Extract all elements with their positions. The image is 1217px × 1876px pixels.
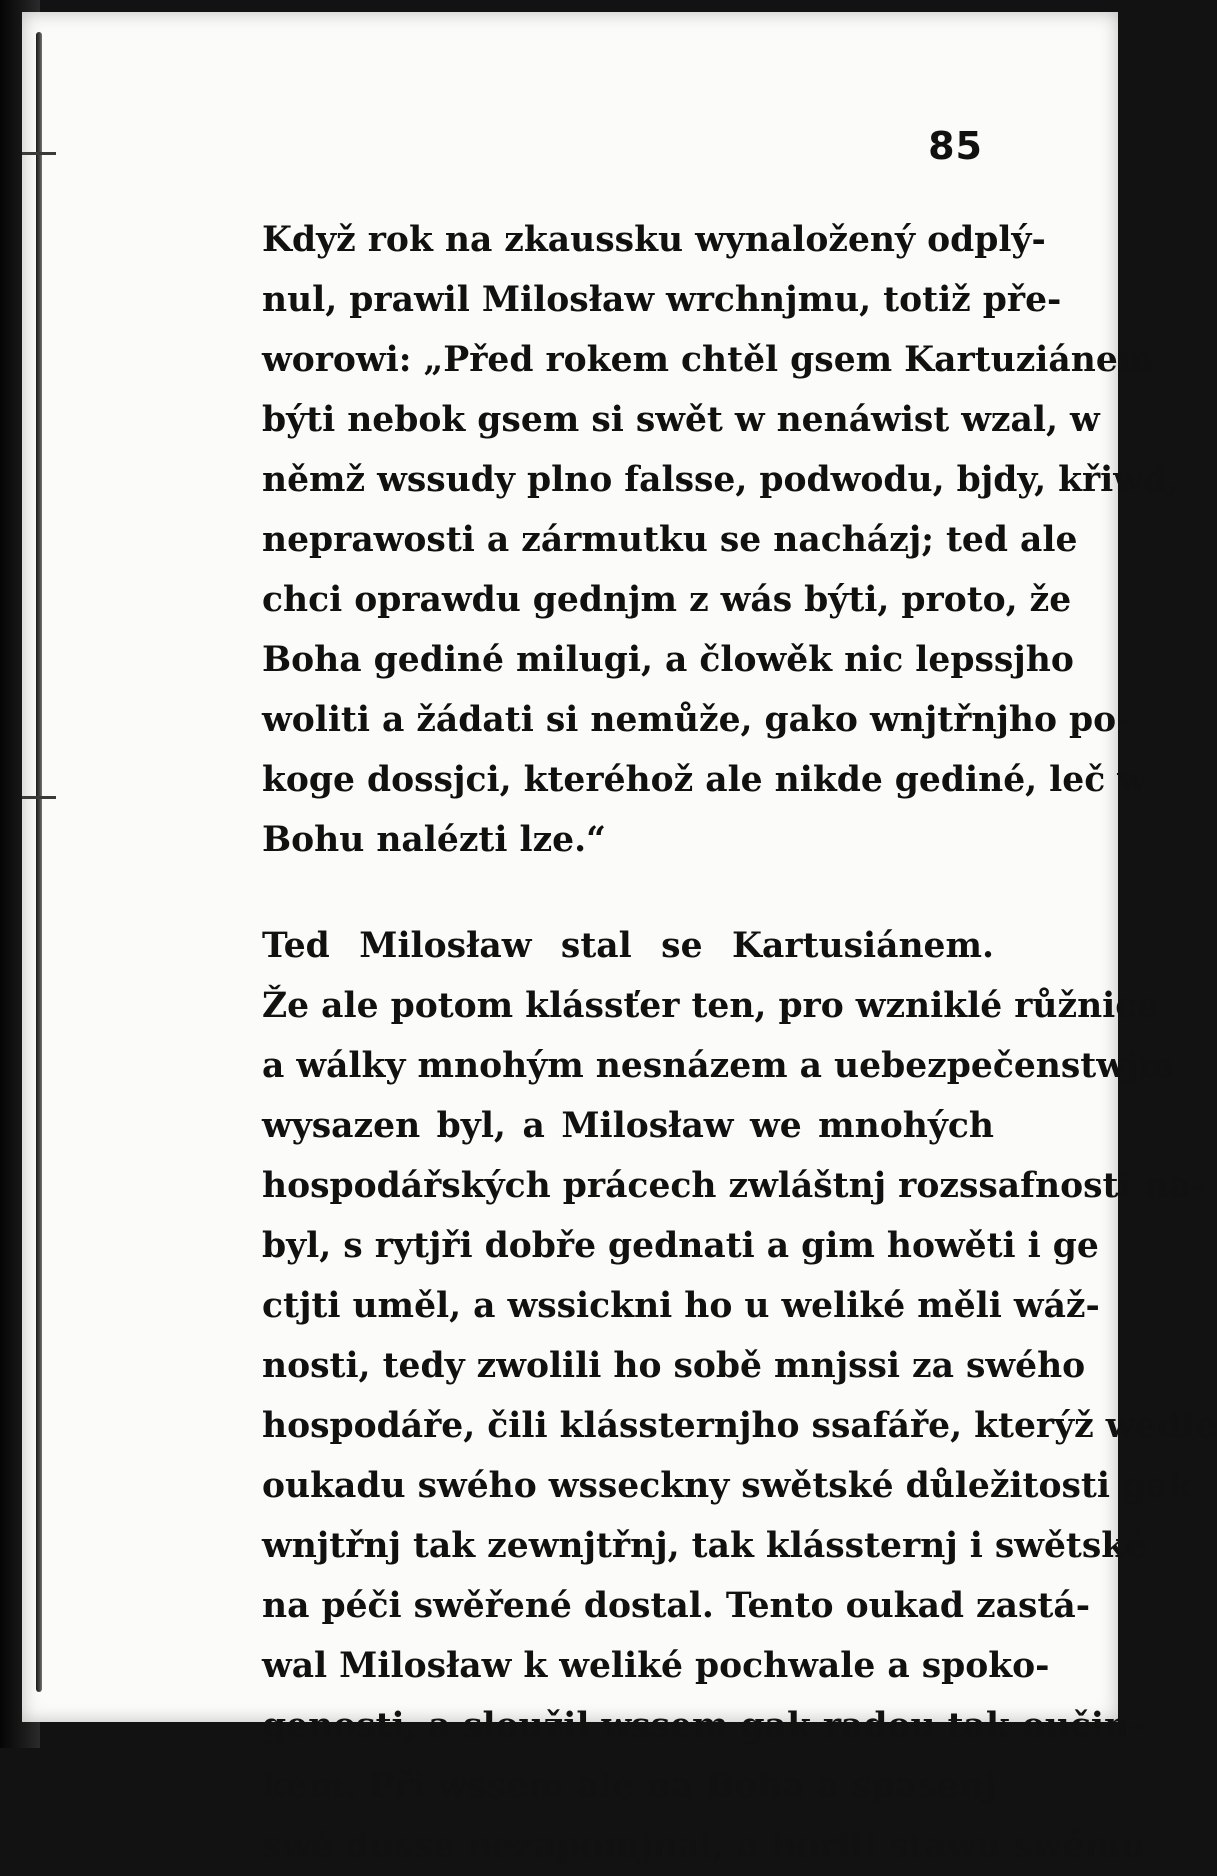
text-line: wnjtřnj tak zewnjtřnj, tak klássternj i swětské <box>262 1526 1148 1566</box>
text-line: Bohu nalézti lze.“ <box>262 820 606 860</box>
text-line: woliti a žádati si nemůže, gako wnjtřnjho po- <box>262 700 1131 740</box>
text-line: němž wssudy plno falsse, podwodu, bjdy, křiwd, <box>262 460 1180 500</box>
text-line: wal Milosław k weliké pochwale a spoko- <box>262 1646 1050 1686</box>
text-line: býti nebok gsem si swět w nenáwist wzal, w <box>262 400 1100 440</box>
book-page <box>22 12 1217 1866</box>
text-line: Když rok na zkaussku wynaložený odplý- <box>262 220 1046 260</box>
text-line: ctjti uměl, a wssickni ho u weliké měli wáž- <box>262 1286 1100 1326</box>
text-line: oukadu swého wsseckny swětské důležitosti gak <box>262 1466 1193 1506</box>
text-line: kem. Při wssem ale na Boha a spasenj <box>262 1766 997 1806</box>
text-line: Boha gediné milugi, a člowěk nic lepssjho <box>262 640 1074 680</box>
binding-mark <box>22 796 56 799</box>
text-line: wysazen byl, a Milosław we mnohých <box>262 1106 994 1146</box>
paragraph-1 <box>154 210 1180 870</box>
text-line: swé dusse nezapomjnal, a horlil stawu swému <box>262 1826 1146 1866</box>
text-line: koge dossjci, kteréhož ale nikde gediné, leč w <box>262 760 1147 800</box>
page-number: 85 <box>928 124 983 168</box>
paragraph-2 <box>154 916 1217 1876</box>
text-line: a wálky mnohým nesnázem a uebezpečenstwjm <box>262 1046 1175 1086</box>
binding-edge <box>36 32 42 1692</box>
text-line: byl, s rytjři dobře gednati a gim howěti i ge <box>262 1226 1099 1266</box>
text-line: chci oprawdu gednjm z wás býti, proto, že <box>262 580 1072 620</box>
text-line: Že ale potom klássťer ten, pro wzniklé růžnice <box>262 986 1159 1026</box>
text-line: hospodářských prácech zwláštnj rozssafnosti na- <box>262 1166 1206 1206</box>
text-line: Ted Milosław stal se Kartusiánem. <box>262 926 994 966</box>
text-line: genosti, a sloužil wssem gak radou tak oučin- <box>262 1706 1144 1746</box>
page-body-text <box>154 210 1217 1876</box>
text-line: na péči swěřené dostal. Tento oukad zastá- <box>262 1586 1091 1626</box>
text-line: nul, prawil Milosław wrchnjmu, totiž pře- <box>262 280 1062 320</box>
text-line: nosti, tedy zwolili ho sobě mnjssi za swého <box>262 1346 1086 1386</box>
text-line: neprawosti a zármutku se nacházj; ted ale <box>262 520 1078 560</box>
text-line: hospodáře, čili klássternjho ssafáře, kterýž wedle <box>262 1406 1217 1446</box>
text-line: worowi: „Před rokem chtěl gsem Kartuziánem <box>262 340 1155 380</box>
binding-mark <box>22 152 56 155</box>
